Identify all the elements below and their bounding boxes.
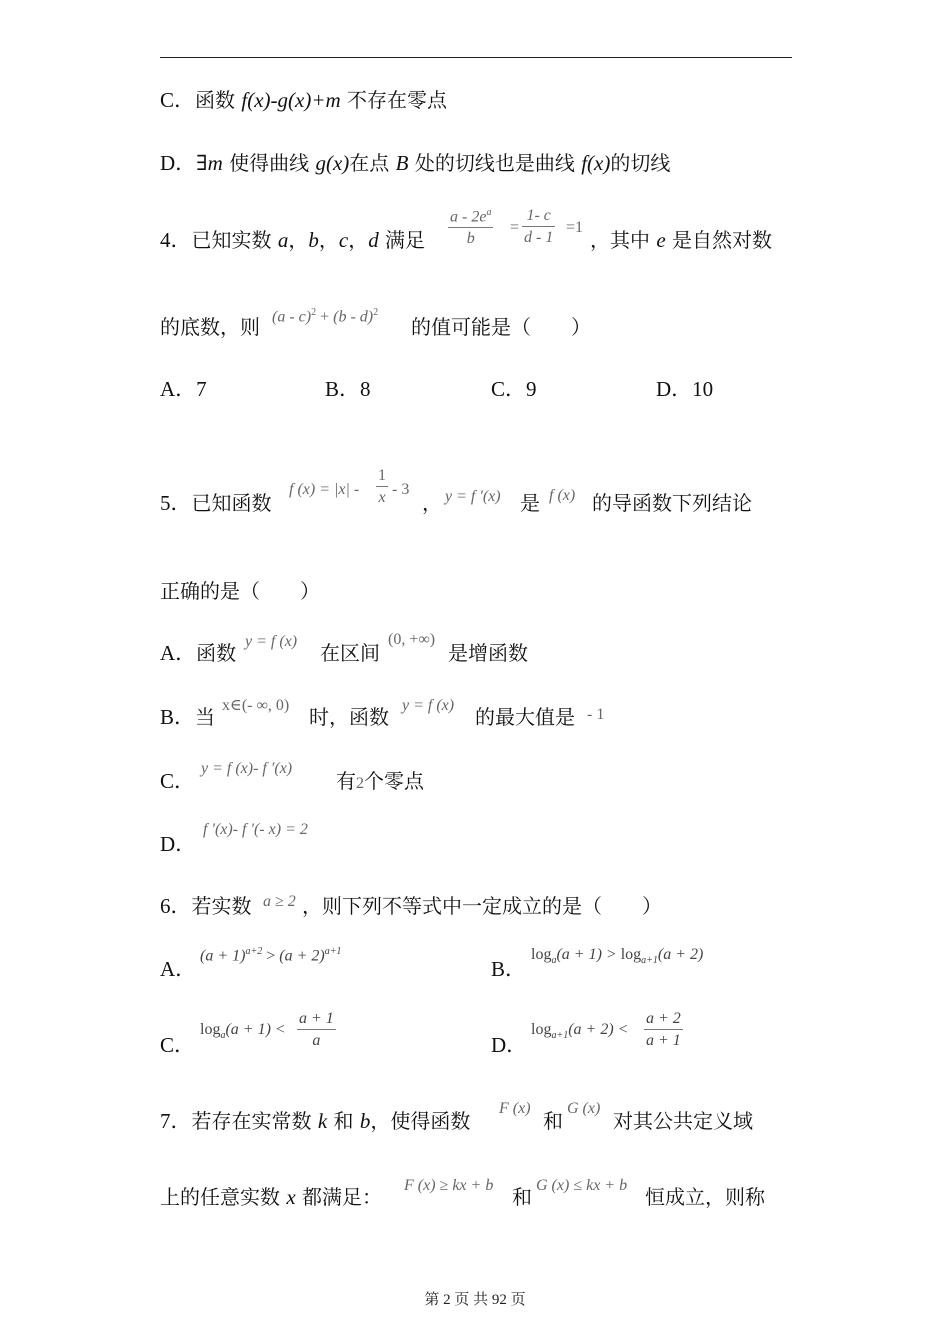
q5-b-text: 时，函数 xyxy=(309,705,389,729)
q4-fraction-2: $\frac{1- c}{d - 1}$ xyxy=(524,207,554,246)
q7-and-2: 和 xyxy=(512,1185,532,1209)
q7-stem: 7．若存在实常数 k 和 b，使得函数 xyxy=(160,1109,471,1133)
q4-stem: 4．已知实数 a，b，c，d 满足 xyxy=(160,228,426,252)
q5-function: f (x) = |x| - xyxy=(289,481,360,498)
q6-c-fraction: $\frac{a + 1}{a}$ xyxy=(299,1010,334,1049)
q4-option-a: A．7 xyxy=(160,377,207,401)
q4-option-d: D．10 xyxy=(656,377,714,401)
q5-stem: 5．已知函数 xyxy=(160,491,272,515)
q4-stem-line2-tail: 的值可能是（ ） xyxy=(411,315,591,339)
q5-c-text: 有2个零点 xyxy=(336,769,424,793)
q7-F: F (x) xyxy=(499,1100,531,1117)
q6-condition: a ≥ 2 xyxy=(263,893,296,910)
q6-option-a: A． xyxy=(160,957,197,981)
q6-c-expr: $\log_a(a + 1)$ < xyxy=(200,1021,286,1042)
q6-b-expr: $\log_a(a + 1) > \log_{a+1}(a + 2)$ xyxy=(531,946,704,967)
q5-option-d: D． xyxy=(160,832,197,856)
q5-d-expr: f ′(x)- f ′(- x) = 2 xyxy=(203,821,308,838)
q5-fx: f (x) xyxy=(549,487,576,504)
header-rule xyxy=(160,57,792,58)
q6-a-expr: $(a + 1)^{a+2} > (a + 2)^{a+1}$ xyxy=(200,946,342,965)
q5-b-tail: 的最大值是 xyxy=(475,705,575,729)
q5-stem-tail: 的导函数下列结论 xyxy=(592,491,752,515)
q4-stem-line2: 的底数，则 xyxy=(160,315,260,339)
q4-equals-2: =1 xyxy=(566,219,584,236)
q5-option-a: A．函数 xyxy=(160,641,237,665)
q7-and: 和 xyxy=(543,1109,563,1133)
q6-d-fraction: $\frac{a + 2}{a + 1}$ xyxy=(646,1010,681,1049)
q7-stem-tail: 对其公共定义域 xyxy=(613,1109,753,1133)
q5-derivative: y = f ′(x) xyxy=(445,488,501,505)
q6-d-expr: $\log_{a+1}(a + 2)$ < xyxy=(531,1021,629,1042)
q5-comma: ， xyxy=(422,491,442,515)
q6-option-c: C． xyxy=(160,1033,196,1057)
q5-option-c: C． xyxy=(160,769,196,793)
q6-stem: 6．若实数 xyxy=(160,894,252,918)
q6-option-b: B． xyxy=(491,957,527,981)
q7-G: G (x) xyxy=(567,1100,601,1117)
q5-b-value: - 1 xyxy=(587,706,605,723)
q4-option-c: C．9 xyxy=(491,377,537,401)
q5-function-tail: - 3 xyxy=(392,481,410,498)
q5-a-text: 在区间 xyxy=(320,641,380,665)
q5-stem-line2: 正确的是（ ） xyxy=(160,579,320,603)
q5-fraction: $\frac{1}{x}$ xyxy=(378,467,386,506)
q5-option-b: B．当 xyxy=(160,705,216,729)
q4-expression: (a - c)$^2$ + (b - d)$^2$ xyxy=(272,307,379,326)
q5-a-interval: (0, +∞) xyxy=(388,631,436,648)
q3-option-c: C．函数 f(x)-g(x)+m 不存在零点 xyxy=(160,88,448,112)
q4-equals-1: = xyxy=(510,219,520,236)
q5-b-cond: x∈(- ∞, 0) xyxy=(222,697,290,714)
q7-stem-line2: 上的任意实数 x 都满足： xyxy=(160,1185,383,1209)
q7-inequality-1: F (x) ≥ kx + b xyxy=(404,1177,494,1194)
q6-option-d: D． xyxy=(491,1033,528,1057)
q4-option-b: B．8 xyxy=(325,377,371,401)
q5-a-expr: y = f (x) xyxy=(245,633,298,650)
q4-fraction-1: $\frac{a - 2e^a}{b}$ xyxy=(450,207,492,248)
q6-stem-tail: ，则下列不等式中一定成立的是（ ） xyxy=(302,894,662,918)
q5-b-expr: y = f (x) xyxy=(402,697,455,714)
q7-inequality-2: G (x) ≤ kx + b xyxy=(536,1177,628,1194)
q5-c-expr: y = f (x)- f ′(x) xyxy=(201,760,293,777)
q5-a-tail: 是增函数 xyxy=(448,641,528,665)
q4-stem-tail: ，其中 e 是自然对数 xyxy=(590,228,773,252)
page-footer: 第 2 页 共 92 页 xyxy=(424,1292,526,1308)
q5-text-is: 是 xyxy=(520,491,540,515)
q7-stem-line2-tail: 恒成立，则称 xyxy=(645,1185,765,1209)
q3-option-d: D．∃m 使得曲线 g(x)在点 B 处的切线也是曲线 f(x)的切线 xyxy=(160,151,671,175)
